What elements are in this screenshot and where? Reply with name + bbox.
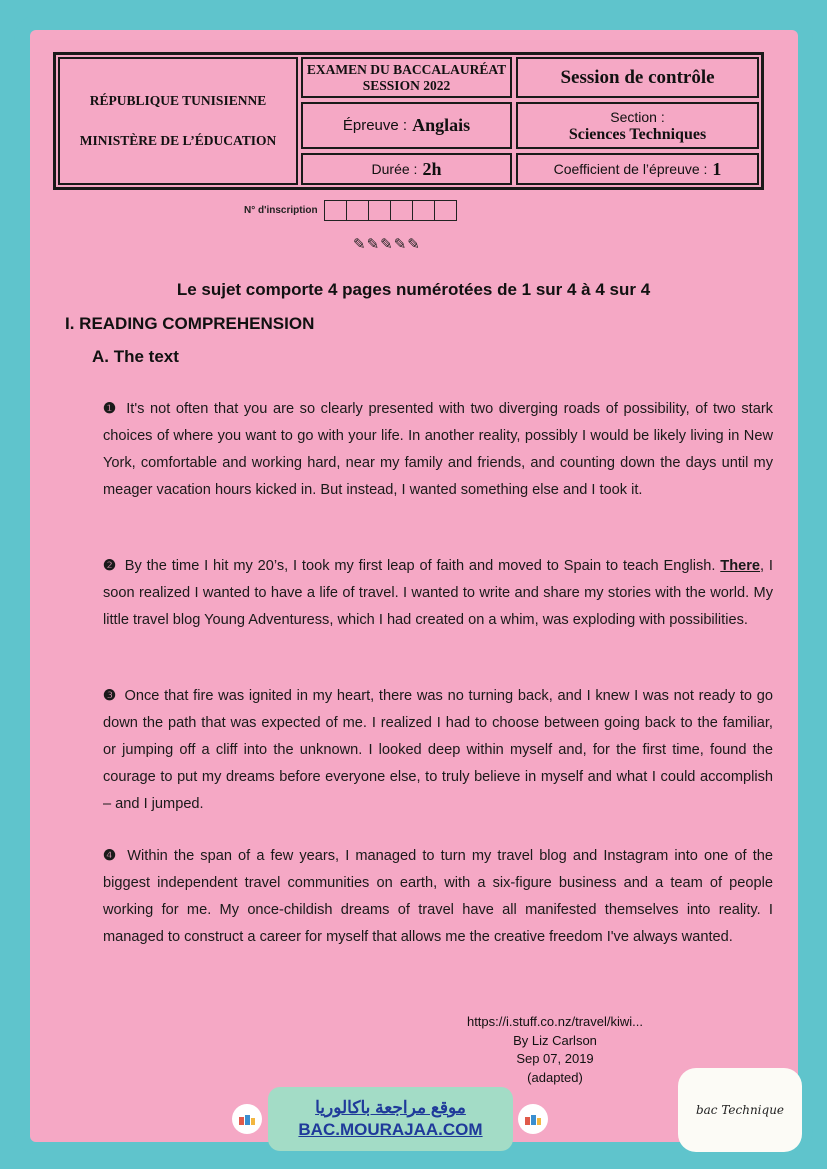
paragraph-text: Within the span of a few years, I managed to turn my travel blog and Instagram into one of the biggest independent travel communities on earth, with a six-figure business and a team of people working for me. My once-childish dreams of travel have all manifested themselves into reality. I managed to construct a career for myself that allows me the creative freedom I've always wanted. [103, 848, 773, 945]
inscription-cell[interactable] [325, 201, 347, 220]
paragraph-number: ❹ [103, 848, 119, 864]
section-value: Sciences Techniques [568, 125, 707, 143]
inscription-cells[interactable] [324, 200, 457, 221]
epreuve-value: Anglais [412, 115, 471, 135]
session-box [516, 57, 759, 98]
ministry-name: MINISTÈRE DE L’ÉDUCATION [79, 133, 277, 148]
pencil-icons: ✎✎✎✎✎ [353, 236, 421, 253]
subject-pages-note: Le sujet comporte 4 pages numérotées de 1 sur 4 à 4 sur 4 [176, 280, 651, 299]
paragraph-text: , I soon realized I wanted to have a life of travel. I wanted to write and share my stories with the world. My little travel blog Young Adventuress, which I had created on a whim, was exploding with possibilities. [103, 558, 773, 628]
paragraph-3 [103, 683, 773, 818]
exam-title: EXAMEN DU BACCALAURÉAT [306, 61, 507, 77]
duree-label: Durée : [371, 161, 418, 177]
inscription-field [244, 200, 457, 221]
website-banner[interactable] [268, 1087, 513, 1151]
paragraph-text: Once that fire was ignited in my heart, there was no turning back, and I knew I was not ready to go down the path that was expected of me. I realized I had to choose between going back to the familiar, or jumping off a cliff into the unknown. I looked deep within myself and, for the first time, found the courage to put my dreams before everyone else, to truly believe in myself and what I could accomplish – and I jumped. [103, 688, 773, 812]
subsection-heading: A. The text [92, 347, 179, 366]
books-logo-icon [232, 1104, 262, 1134]
session-type: Session de contrôle [560, 66, 715, 88]
section-box [516, 102, 759, 149]
epreuve-label: Épreuve : [342, 117, 408, 134]
duree-value: 2h [422, 158, 442, 179]
banner-url[interactable]: BAC.MOURAJAA.COM [298, 1120, 483, 1139]
inscription-cell[interactable] [435, 201, 456, 220]
section-label: Section : [610, 108, 665, 125]
inscription-label: N° d'inscription [244, 205, 318, 216]
paragraph-text: It's not often that you are so clearly presented with two diverging roads of possibility, of two stark choices of where you want to go with your life. In another reality, possibly I would be likely living in New York, comfortable and working hard, near my family and friends, and counting down the days until my meager vacation hours kicked in. But instead, I wanted something else and I took it. [103, 401, 773, 498]
source-citation [440, 1013, 670, 1087]
coefficient-box [516, 153, 759, 185]
paragraph-4 [103, 843, 773, 951]
inscription-cell[interactable] [413, 201, 435, 220]
header-ministry-box [58, 57, 298, 185]
duree-box [301, 153, 512, 185]
paragraph-2 [103, 553, 773, 634]
inscription-cell[interactable] [369, 201, 391, 220]
paragraph-number: ❷ [103, 558, 117, 574]
exam-title-box [301, 57, 512, 98]
paragraph-number: ❸ [103, 688, 117, 704]
source-url[interactable]: https://i.stuff.co.nz/travel/kiwi... [466, 1014, 644, 1029]
source-author: By Liz Carlson [513, 1032, 597, 1048]
epreuve-box [301, 102, 512, 149]
source-note: (adapted) [527, 1069, 583, 1085]
badge-text: bac Technique [695, 1103, 785, 1117]
country-name: RÉPUBLIQUE TUNISIENNE [89, 93, 267, 108]
section-heading: I. READING COMPREHENSION [65, 314, 315, 333]
exam-session-year: SESSION 2022 [362, 77, 451, 93]
coefficient-label: Coefficient de l’épreuve : [553, 161, 708, 177]
inscription-cell[interactable] [391, 201, 413, 220]
coefficient-value: 1 [712, 158, 722, 179]
paragraph-1 [103, 396, 773, 504]
paragraph-text-start: By the time I hit my 20’s, I took my first leap of faith and moved to Spain to teach English. [124, 558, 716, 574]
bac-technique-badge [678, 1068, 802, 1152]
banner-arabic-text[interactable]: موقع مراجعة باكالوريا [315, 1098, 466, 1117]
books-logo-icon [518, 1104, 548, 1134]
inscription-cell[interactable] [347, 201, 369, 220]
source-date: Sep 07, 2019 [516, 1051, 594, 1066]
paragraph-number: ❶ [103, 401, 118, 417]
underlined-word: There [720, 558, 761, 574]
